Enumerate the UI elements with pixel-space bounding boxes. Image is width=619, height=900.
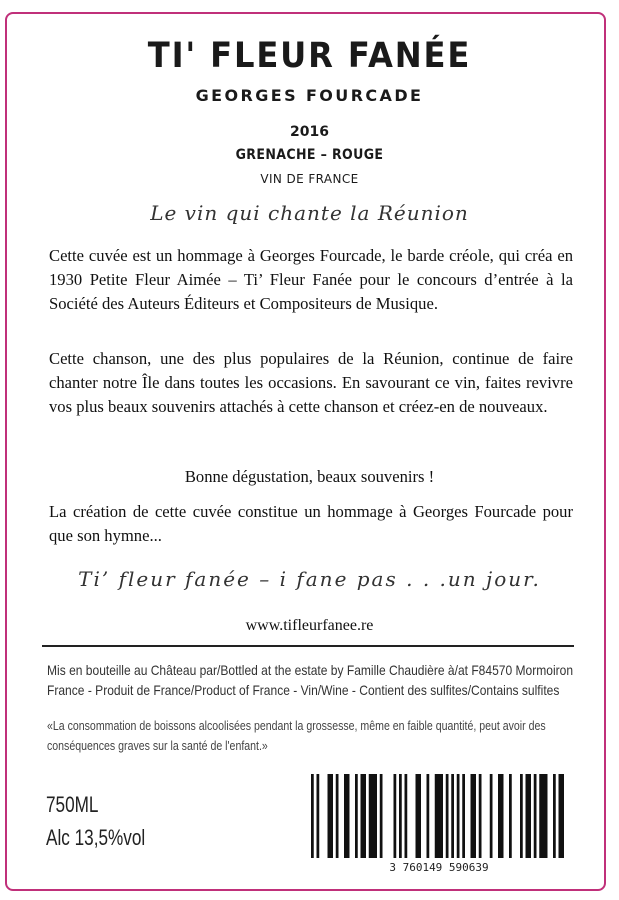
barcode-bar	[405, 774, 408, 858]
barcode-bar	[446, 774, 449, 858]
vintage-year: 2016	[290, 124, 329, 140]
barcode-bar	[317, 774, 320, 858]
barcode-bar	[394, 774, 397, 858]
barcode-bars	[311, 774, 564, 858]
tasting-wish: Bonne dégustation, beaux souvenirs !	[184, 467, 435, 486]
volume: 750ML	[46, 792, 99, 817]
barcode-bar	[344, 774, 350, 858]
barcode-bar	[355, 774, 358, 858]
grape-variety: GRENACHE – ROUGE	[235, 147, 384, 163]
barcode-bar	[435, 774, 443, 858]
paragraph-tribute: La création de cette cuvée constitue un hommage à Georges Fourcade pour que son hymne...	[49, 502, 573, 545]
barcode-bar	[361, 774, 367, 858]
barcode-bar	[311, 774, 314, 858]
bottling-info: Mis en bouteille au Château par/Bottled at the estate by Famille Chaudière à/at F84570 Mormoiron France - Produit de France/Product of France - Vin/Wine - Contient des sulfites/Contains sulfites	[47, 662, 574, 698]
barcode-bar	[490, 774, 493, 858]
barcode	[305, 774, 573, 876]
barcode-bar	[520, 774, 523, 858]
barcode-bar	[526, 774, 532, 858]
barcode-bar	[451, 774, 454, 858]
barcode-bar	[479, 774, 482, 858]
song-lyric: Ti’ fleur fanée – i fane pas . . .un jour.	[78, 567, 541, 591]
barcode-bar	[336, 774, 339, 858]
barcode-bar	[539, 774, 547, 858]
barcode-bar	[509, 774, 512, 858]
alcohol-content: Alc 13,5%vol	[46, 825, 146, 850]
wine-title: TI' FLEUR FANÉE	[147, 36, 472, 76]
divider	[42, 645, 574, 647]
tagline: Le vin qui chante la Réunion	[150, 201, 469, 225]
barcode-bar	[553, 774, 556, 858]
barcode-bar	[471, 774, 477, 858]
barcode-bar	[416, 774, 422, 858]
paragraph-hommage: Cette cuvée est un hommage à Georges Fourcade, le barde créole, qui créa en 1930 Petite Fleur Aimée – Ti’ Fleur Fanée pour le concours d’entrée à la Société des Auteurs Éditeurs et Compositeurs de Musique.	[49, 246, 573, 313]
barcode-bar	[369, 774, 377, 858]
barcode-bar	[427, 774, 430, 858]
paragraph-chanson: Cette chanson, une des plus populaires de la Réunion, continue de faire chanter notre Île dans toutes les occasions. En savourant ce vin, faites revivre vos plus beaux souvenirs attachés à cette chanson et créez-en de nouveaux.	[49, 349, 573, 416]
barcode-bar	[534, 774, 537, 858]
barcode-bar	[328, 774, 334, 858]
barcode-bar	[399, 774, 402, 858]
pregnancy-warning: «La consommation de boissons alcoolisées pendant la grossesse, même en faible quantité, peut avoir des conséquences graves sur la santé de l'enfant.»	[47, 719, 546, 753]
label-frame	[5, 12, 606, 891]
website-link[interactable]: www.tifleurfanee.re	[245, 617, 374, 634]
appellation: VIN DE FRANCE	[260, 172, 359, 186]
barcode-bar	[498, 774, 504, 858]
barcode-bar	[457, 774, 460, 858]
barcode-digits: 3 760149 590639	[389, 861, 489, 874]
producer-name: GEORGES FOURCADE	[195, 86, 424, 105]
barcode-bar	[559, 774, 565, 858]
barcode-bar	[380, 774, 383, 858]
barcode-bar	[462, 774, 465, 858]
